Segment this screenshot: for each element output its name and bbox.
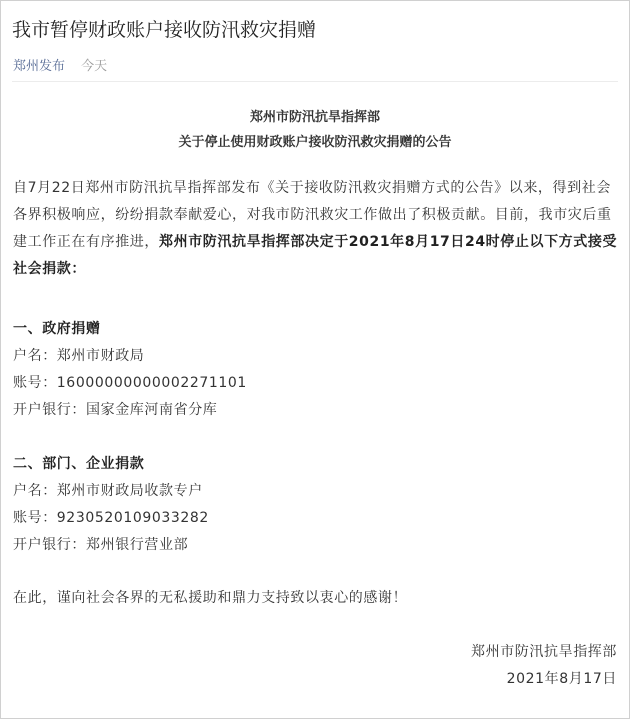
section2-account-number: 账号：9230520109033282 [13,510,209,526]
publish-date: 今天 [81,59,108,74]
signature: 郑州市防汛抗旱指挥部 [471,644,617,660]
signature-date: 2021年8月17日 [506,671,617,687]
intro-emphasis: 郑州市防汛抗旱指挥部决定于2021年8月17日24时停止以下方式接受社会捐款： [13,234,618,277]
section1-account-number: 账号：16000000000002271101 [13,375,247,391]
section1-account-name: 户名：郑州市财政局 [13,348,145,364]
notice-org-heading: 郑州市防汛抗旱指挥部 [249,110,380,125]
article-title: 我市暂停财政账户接收防汛救灾捐赠 [12,19,317,41]
author-link[interactable]: 郑州发布 [13,59,66,74]
section1-heading: 一、政府捐赠 [13,321,101,337]
notice-subject-heading: 关于停止使用财政账户接收防汛救灾捐赠的公告 [178,135,452,150]
section2-account-name: 户名：郑州市财政局收款专户 [13,483,203,499]
notice-intro-paragraph [13,175,623,283]
intro-text: 自7月22日郑州市防汛抗旱指挥部发布《关于接收防汛救灾捐赠方式的公告》以来，得到社会各界积极响应，纷纷捐款奉献爱心，对我市防汛救灾工作做出了积极贡献。目前，我市灾后重建工作正在有序推进， [13,180,612,250]
section1-bank: 开户银行：国家金库河南省分库 [13,402,218,418]
thanks-paragraph: 在此，谨向社会各界的无私援助和鼎力支持致以衷心的感谢！ [13,590,408,606]
section2-bank: 开户银行：郑州银行营业部 [13,537,189,553]
section2-heading: 二、部门、企业捐款 [13,456,145,472]
header-divider [12,81,618,82]
article-meta [13,55,107,74]
